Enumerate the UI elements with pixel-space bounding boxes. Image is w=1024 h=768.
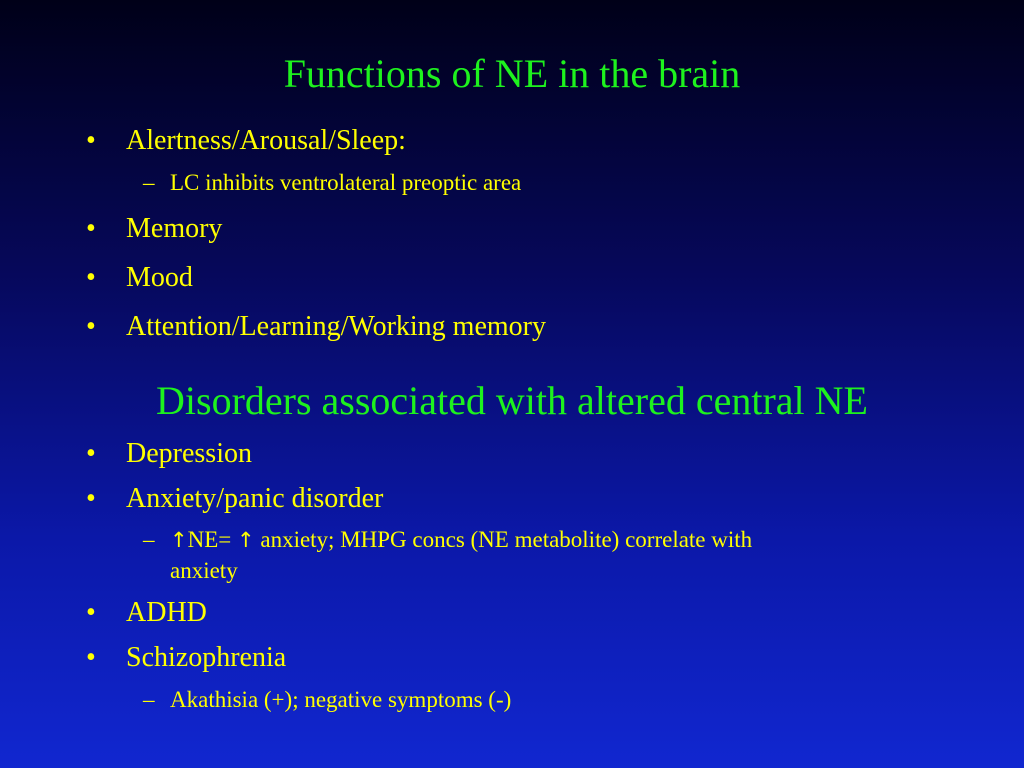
slide-title: Functions of NE in the brain [283,51,741,96]
ne-correlation-text: anxiety; MHPG concs (NE metabolite) correlate with [254,527,753,552]
up-arrow-icon: ↑ [237,528,255,552]
bullet-marker: • [86,438,96,469]
dash-marker: – [143,527,155,552]
bullet-marker: • [86,311,96,342]
sub-text-akathisia: Akathisia (+); negative symptoms (-) [170,687,512,712]
bullet-text-mood: Mood [126,262,193,293]
bullet-marker: • [86,597,96,628]
bullet-marker: • [86,642,96,673]
bullet-text-schizophrenia: Schizophrenia [126,642,287,673]
bullet-marker: • [86,125,96,156]
bullet-text-memory: Memory [126,213,223,244]
up-arrow-icon: ↑ [170,528,188,552]
ne-label: NE= [187,527,232,552]
sub-text-ne-anxiety-line2: anxiety [170,558,238,583]
bullet-text-attention: Attention/Learning/Working memory [126,311,546,342]
bullet-text-anxiety: Anxiety/panic disorder [126,483,384,514]
bullet-text-alertness: Alertness/Arousal/Sleep: [126,125,406,156]
disorders-heading: Disorders associated with altered central NE [156,378,868,423]
dash-marker: – [143,170,155,195]
bullet-marker: • [86,483,96,514]
sub-text-lc-inhibits: LC inhibits ventrolateral preoptic area [170,170,522,195]
bullet-marker: • [86,262,96,293]
bullet-marker: • [86,213,96,244]
bullet-text-depression: Depression [126,438,252,469]
bullet-text-adhd: ADHD [126,597,207,628]
dash-marker: – [143,687,155,712]
sub-text-ne-anxiety [170,525,752,555]
